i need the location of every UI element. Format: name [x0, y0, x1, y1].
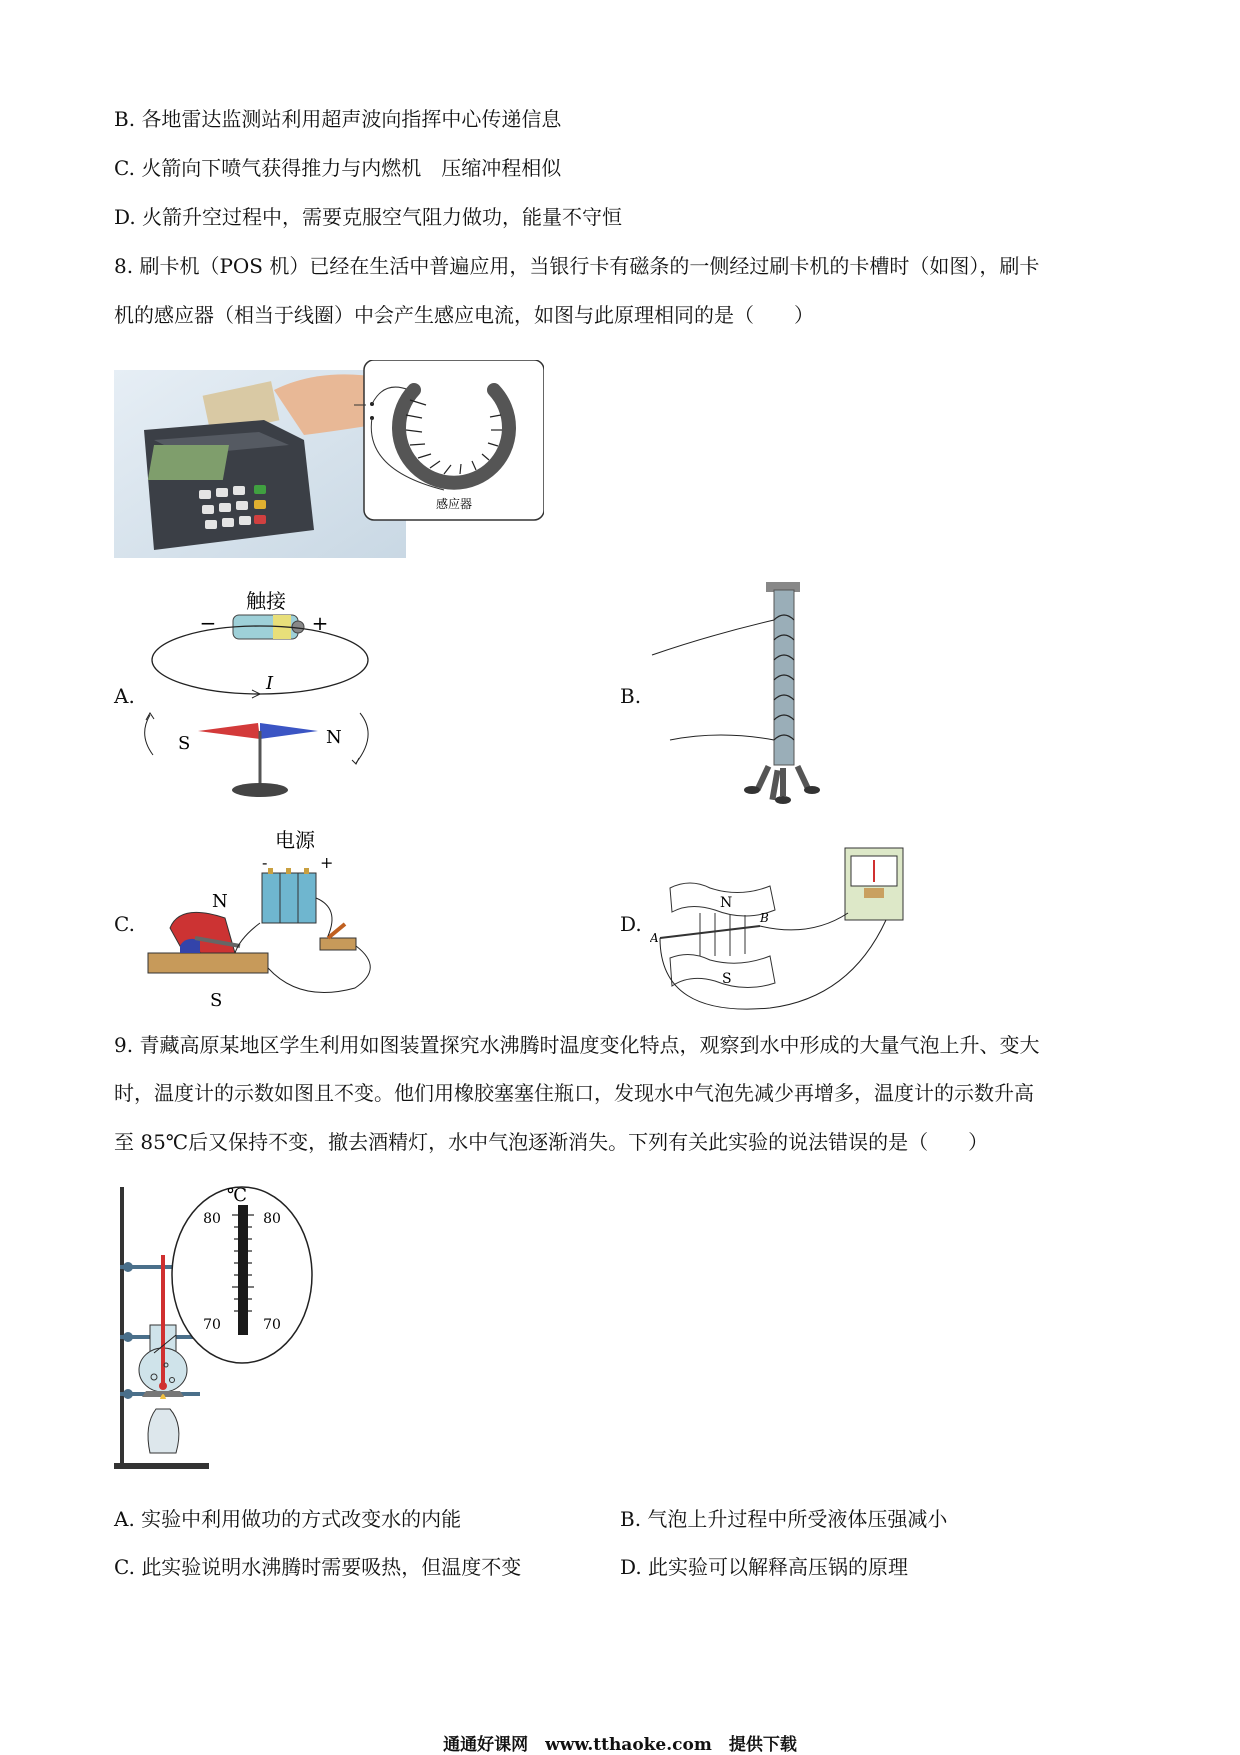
label-magnet-south: S	[722, 971, 732, 987]
option-c-prev	[114, 155, 561, 181]
option-text: 火箭向下喷气获得推力与内燃机 压缩冲程相似	[141, 156, 562, 180]
option-text: 此实验说明水沸腾时需要吸热，但温度不变	[141, 1555, 522, 1579]
q8-option-c-letter: C.	[114, 912, 135, 936]
option-letter: B.	[620, 1507, 642, 1531]
label-plus: +	[311, 611, 329, 635]
option-letter: C.	[114, 1555, 135, 1579]
q9-stem-line1: 9. 青藏高原某地区学生利用如图装置探究水沸腾时温度变化特点，观察到水中形成的大量气泡上升、变大	[114, 1033, 1040, 1057]
label-motor-south: S	[210, 990, 223, 1011]
tick-80-left: 80	[203, 1211, 221, 1227]
label-magnet-north: N	[720, 895, 733, 911]
option-text: 火箭升空过程中，需要克服空气阻力做功，能量不守恒	[142, 205, 623, 229]
label-point-a: A	[650, 931, 659, 945]
tick-80-right: 80	[263, 1211, 281, 1227]
q9-option-c	[114, 1554, 521, 1580]
label-point-b: B	[760, 911, 769, 925]
thermometer-unit: ℃	[226, 1185, 248, 1206]
option-text: 各地雷达监测站利用超声波向指挥中心传递信息	[141, 107, 562, 131]
q9-stem-line3: 至 85℃后又保持不变，撤去酒精灯，水中气泡逐渐消失。下列有关此实验的说法错误的是（ ）	[114, 1130, 989, 1154]
label-motor-north: N	[212, 891, 228, 912]
label-power-source: 电源	[275, 828, 315, 852]
q8-stem-line1: 8. 刷卡机（POS 机）已经在生活中普遍应用，当银行卡有磁条的一侧经过刷卡机的卡槽时（如图），刷卡	[114, 254, 1040, 278]
page-footer: 通通好课网 www.tthaoke.com 提供下载	[443, 1735, 797, 1755]
q8-option-a-letter: A.	[114, 684, 135, 708]
q8-option-d-letter: D.	[620, 912, 642, 936]
q9-option-a	[114, 1506, 461, 1532]
label-current: I	[266, 673, 274, 694]
option-b-prev	[114, 106, 561, 132]
q9-stem-line2: 时，温度计的示数如图且不变。他们用橡胶塞塞住瓶口，发现水中气泡先减少再增多，温度计的示数升高	[114, 1081, 1034, 1105]
tick-70-right: 70	[263, 1317, 281, 1333]
q9-option-b	[620, 1506, 947, 1532]
option-letter: C.	[114, 156, 135, 180]
label-source-minus: -	[262, 853, 268, 872]
motor-experiment-figure	[140, 828, 400, 1018]
option-letter: D.	[114, 205, 136, 229]
option-letter: B.	[114, 107, 136, 131]
option-text: 此实验可以解释高压锅的原理	[648, 1555, 909, 1579]
option-d-prev	[114, 204, 622, 230]
label-north: N	[326, 727, 342, 748]
label-south: S	[178, 733, 191, 754]
electromagnet-nail-figure	[650, 580, 850, 810]
q9-option-d	[620, 1554, 908, 1580]
generator-experiment-figure	[650, 838, 910, 1023]
label-minus: −	[199, 611, 217, 635]
oersted-experiment-figure	[138, 585, 378, 810]
option-letter: D.	[620, 1555, 642, 1579]
label-touch: 触接	[246, 589, 286, 613]
q8-option-b-letter: B.	[620, 684, 642, 708]
label-source-plus: +	[320, 853, 334, 872]
option-letter: A.	[114, 1507, 135, 1531]
option-text: 气泡上升过程中所受液体压强减小	[647, 1507, 948, 1531]
inductor-caption: 感应器	[435, 497, 473, 511]
boiling-apparatus-figure	[114, 1185, 364, 1475]
option-text: 实验中利用做功的方式改变水的内能	[141, 1507, 462, 1531]
pos-machine-figure	[114, 360, 544, 560]
q8-stem-line2: 机的感应器（相当于线圈）中会产生感应电流，如图与此原理相同的是（ ）	[114, 303, 814, 327]
tick-70-left: 70	[203, 1317, 221, 1333]
